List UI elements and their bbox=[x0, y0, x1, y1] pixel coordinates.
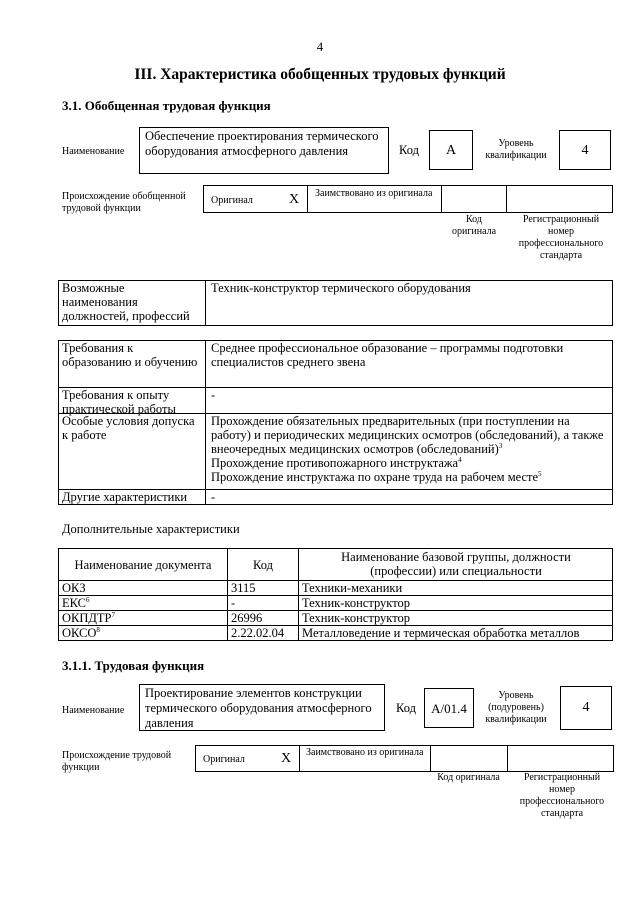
req-experience-value: - bbox=[211, 388, 216, 402]
tf-code-label: Код bbox=[396, 701, 416, 715]
gtf-level-value: 4 bbox=[559, 130, 611, 170]
add-row-2-name: Техник-конструктор bbox=[302, 596, 410, 610]
req-experience-label: Требования к опыту практической работы bbox=[62, 388, 176, 416]
req-special-label: Особые условия допуска к работе bbox=[62, 414, 195, 442]
gtf-name-value: Обеспечение проектирования термического оборудования атмосферного давления bbox=[139, 127, 389, 174]
section-3-1-1-heading: 3.1.1. Трудовая функция bbox=[62, 658, 205, 673]
tf-name-value: Проектирование элементов конструкции термического оборудования атмосферного давления bbox=[139, 684, 385, 731]
tf-original-mark: X bbox=[281, 751, 292, 766]
gtf-reg-num-label: Регистрационный номер профессионального стандарта bbox=[518, 214, 604, 261]
tf-level-label: Уровень (подуровень) квалификации bbox=[485, 690, 547, 725]
tf-level-value: 4 bbox=[560, 686, 612, 730]
gtf-name-label: Наименование bbox=[62, 146, 125, 157]
add-row-1-code: 3115 bbox=[231, 581, 256, 595]
req-other-value: - bbox=[211, 490, 216, 504]
add-row-4-code: 2.22.02.04 bbox=[231, 626, 285, 640]
tf-orig-code-label: Код оригинала bbox=[437, 772, 500, 783]
add-row-1-name: Техники-механики bbox=[302, 581, 403, 595]
gtf-original-mark: X bbox=[289, 192, 300, 207]
tf-reg-num-label: Регистрационный номер профессионального стандарта bbox=[519, 772, 605, 819]
add-row-2-doc: ЕКС$^6$ bbox=[62, 595, 90, 610]
tf-code-value: A/01.4 bbox=[424, 688, 474, 728]
gtf-code-value: A bbox=[429, 130, 473, 170]
gtf-borrowed-label: Заимствовано из оригинала bbox=[315, 188, 433, 199]
tf-borrowed-label: Заимствовано из оригинала bbox=[306, 747, 424, 758]
add-row-1-doc: ОКЗ bbox=[62, 581, 86, 595]
gtf-original-label: Оригинал bbox=[211, 195, 253, 206]
add-row-4-name: Металловедение и термическая обработка металлов bbox=[302, 626, 580, 640]
req-special-value: Прохождение обязательных предварительных (при поступлении на работу) и периодических медицинских осмотров (обследований), а также внеочередных медицинских осмотров (обследований)$^3$ Прохождение противопожарного инструктажа$^4$ Прохождение инструктажа по охране труда на рабочем месте$^5$ bbox=[211, 414, 604, 484]
add-row-3-doc: ОКПДТР$^7$ bbox=[62, 610, 116, 625]
add-header-code: Код bbox=[253, 558, 273, 572]
gtf-orig-code-label: Код оригинала bbox=[451, 214, 497, 237]
tf-origin-label: Происхождение трудовой функции bbox=[62, 750, 172, 773]
add-header-name: Наименование базовой группы, должности (профессии) или специальности bbox=[341, 550, 571, 578]
gtf-code-label: Код bbox=[399, 143, 419, 157]
gtf-origin-label: Происхождение обобщенной трудовой функции bbox=[62, 191, 186, 214]
positions-label: Возможные наименования должностей, профессий bbox=[62, 281, 190, 323]
req-other-label: Другие характеристики bbox=[62, 490, 188, 504]
req-education-label: Требования к образованию и обучению bbox=[62, 341, 198, 369]
gtf-level-label: Уровень квалификации bbox=[485, 138, 547, 161]
section-title: III. Характеристика обобщенных трудовых функций bbox=[134, 66, 506, 83]
add-row-3-code: 26996 bbox=[231, 611, 263, 625]
add-row-3-name: Техник-конструктор bbox=[302, 611, 410, 625]
add-row-4-doc: ОКСО$^8$ bbox=[62, 625, 100, 640]
req-education-value: Среднее профессиональное образование – программы подготовки специалистов среднего звена bbox=[211, 341, 564, 369]
page-number: 4 bbox=[316, 40, 324, 54]
tf-name-label: Наименование bbox=[62, 705, 125, 716]
additional-heading: Дополнительные характеристики bbox=[62, 522, 240, 536]
add-row-2-code: - bbox=[231, 596, 236, 610]
tf-original-label: Оригинал bbox=[203, 754, 245, 765]
add-header-doc: Наименование документа bbox=[74, 558, 212, 572]
section-3-1-heading: 3.1. Обобщенная трудовая функция bbox=[62, 98, 271, 113]
positions-value: Техник-конструктор термического оборудования bbox=[211, 281, 471, 295]
